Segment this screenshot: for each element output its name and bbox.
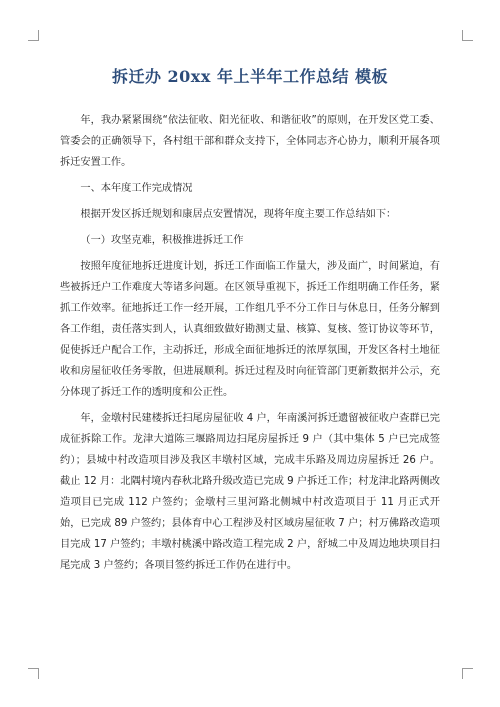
document-title: 拆迁办 20xx 年上半年工作总结 模板 — [111, 67, 389, 86]
paragraph-project-details: 年，金墩村民建楼拆迁扫尾房屋征收 4 户，年南溪河拆迁遗留被征收户查群已完成征拆除工作。龙津大道陈三堰路周边扫尾房屋拆迁 9 户（其中集体 5 户已完成签约）；县城中村改造项目涉及我区丰墩村区域，完成丰乐路及周边房屋拆迁 26 户。截止 12 月：北隅村境内春秋北路升级改造已完成 9 户拆迁工作；村龙津北路两侧改造项目已完成 112 户签约；金墩村三里河路北侧城中村改造项目于 11 月正式开始，已完成 89 户签约；县体育中心工程涉及村区域房屋征收 7 户；村万佛路改造项目完成 17 户签约；丰墩村桃溪中路改造工程完成 2 户，舒城二中及周边地块项目扫尾完成 3 户签约；各项目签约拆迁工作仍在进行中。 — [60, 413, 440, 571]
paragraph-progress: 按照年度征地拆迁进度计划，拆迁工作面临工作量大，涉及面广，时间紧迫，有些被拆迁户工作难度大等诸多问题。在区领导重视下，拆迁工作组明确工作任务，紧抓工作效率。征地拆迁工作一经开展，工作组几乎不分工作日与休息日，任务分解到各工作组，责任落实到人，认真细致做好勘测丈量、核算、复核、签订协议等环节，促使拆迁户配合工作，主动拆迁，形成全面征地拆迁的浓厚氛围，开发区各村土地征收和房屋征收任务零散，但进展顺利。拆迁过程及时向征管部门更新数据并公示，充分体现了拆迁工作的透明度和公正性。 — [60, 261, 440, 398]
subsection-heading-1: （一）攻坚克难，积极推进拆迁工作 — [80, 235, 244, 246]
crop-mark-top-left — [28, 30, 39, 41]
section-heading-1: 一、本年度工作完成情况 — [80, 183, 193, 194]
crop-mark-bottom-right — [462, 668, 473, 679]
paragraph-intro: 年，我办紧紧围绕“依法征收、阳光征收、和谐征收”的原则，在开发区党工委、管委会的正确领导下，各村组干部和群众支持下，全体同志齐心协力，顺利开展各项拆迁安置工作。 — [60, 115, 440, 168]
paragraph-summary-lead: 根据开发区拆迁规划和康居点安置情况，现将年度主要工作总结如下： — [80, 209, 397, 220]
document-body — [60, 110, 440, 581]
crop-mark-top-right — [462, 30, 473, 41]
crop-mark-bottom-left — [28, 668, 39, 679]
